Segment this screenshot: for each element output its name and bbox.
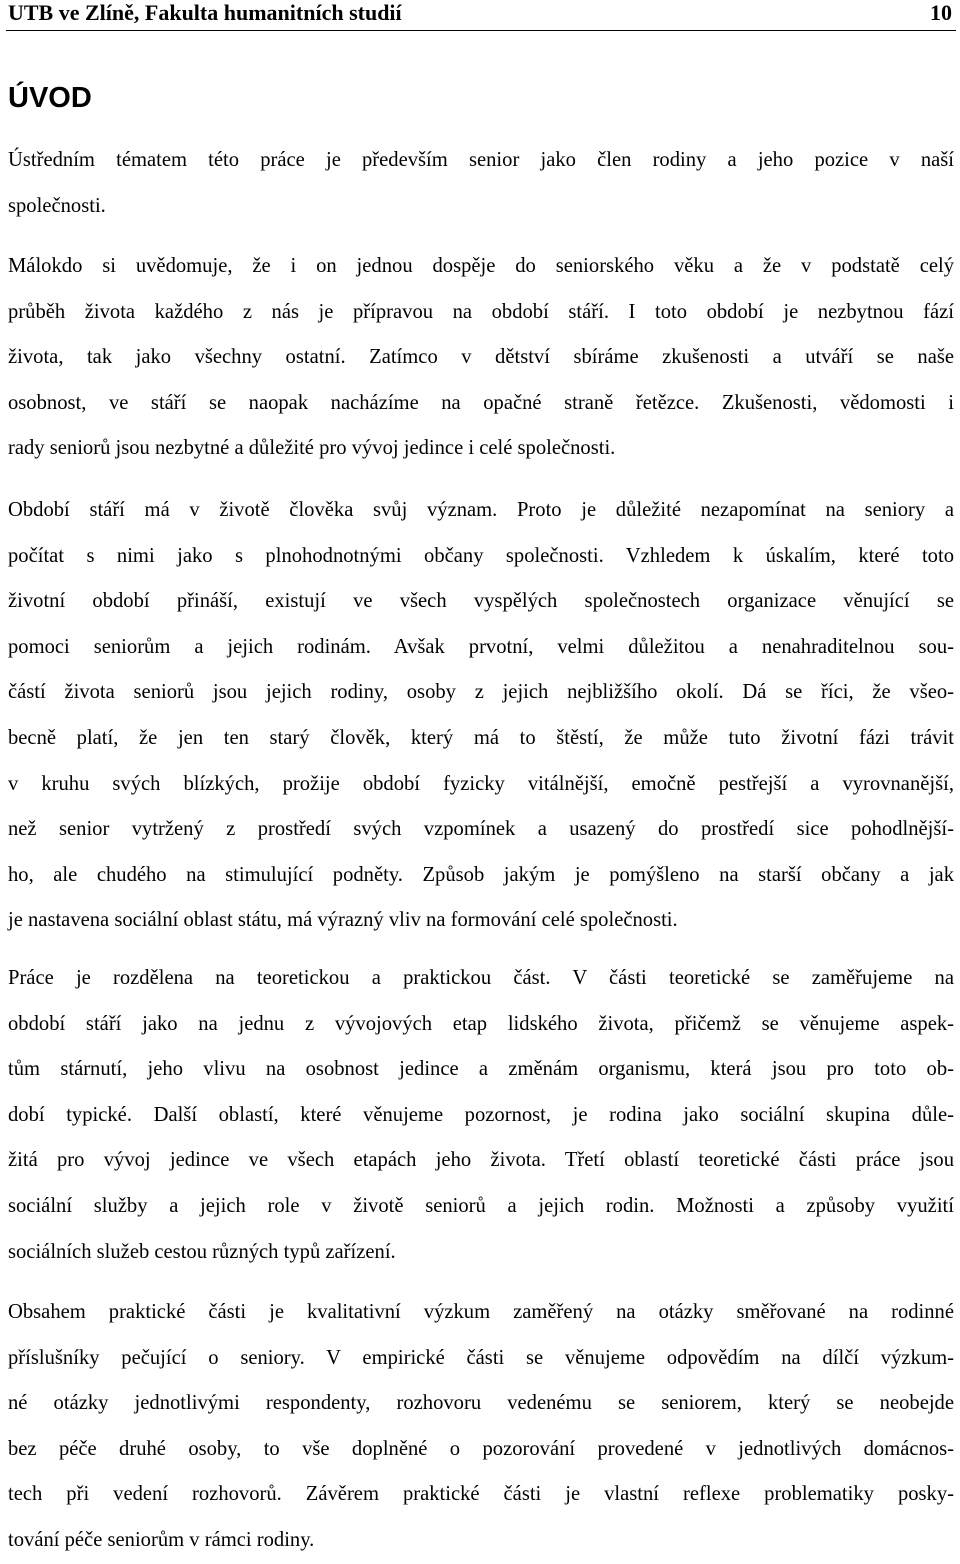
text-line: ho, ale chudého na stimulující podněty. Způsob jakým je pomýšleno na starší občany a jak [8,863,954,886]
text-line: tům stárnutí, jeho vlivu na osobnost jedince a změnám organismu, která jsou pro toto ob- [8,1058,954,1081]
text-line: života, tak jako všechny ostatní. Zatímco v dětství sbíráme zkušenosti a utváří se naše [8,346,954,369]
text-line: Období stáří má v životě člověka svůj význam. Proto je důležité nezapomínat na seniory a [8,499,954,521]
text-line: období stáří jako na jednu z vývojových etap lidského života, přičemž se věnujeme aspek- [8,1012,954,1035]
section-heading: ÚVOD [8,82,92,114]
text-line: becně platí, že jen ten starý člověk, který má to štěstí, že může tuto životní fázi trávit [8,726,954,749]
paragraph-5 [8,1290,954,1564]
paragraph-3 [8,488,954,944]
text-line: tování péče seniorům v rámci rodiny. [8,1528,315,1551]
header-title: UTB ve Zlíně, Fakulta humanitních studií [8,0,402,25]
text-line: tech při vedení rozhovorů. Závěrem praktické části je vlastní reflexe problematiky posky- [8,1483,954,1506]
paragraph-2 [8,244,954,472]
page-number: 10 [930,0,952,25]
text-line: žitá pro vývoj jedince ve všech etapách jeho života. Třetí oblastí teoretické části práce jsou [8,1149,954,1172]
text-line: společnosti. [8,194,106,217]
text-line: je nastavena sociální oblast státu, má výrazný vliv na formování celé společnosti. [8,909,678,932]
text-line: dobí typické. Další oblastí, které věnujeme pozornost, je rodina jako sociální skupina důle- [8,1103,954,1126]
text-line: pomoci seniorům a jejich rodinám. Avšak prvotní, velmi důležitou a nenahraditelnou sou- [8,635,954,658]
text-line: sociálních služeb cestou různých typů zařízení. [8,1240,396,1263]
page-header [6,0,956,31]
text-line: životní období přináší, existují ve všech vyspělých společnostech organizace věnující se [8,590,954,613]
text-line: než senior vytržený z prostředí svých vzpomínek a usazený do prostředí sice pohodlnější- [8,818,954,841]
paragraph-4 [8,956,954,1275]
text-line: částí života seniorů jsou jejich rodiny, osoby z jejich nejbližšího okolí. Dá se říci, že všeo- [8,681,954,704]
text-line: Ústředním tématem této práce je především senior jako člen rodiny a jeho pozice v naší [8,149,954,171]
text-line: průběh života každého z nás je přípravou na období stáří. I toto období je nezbytnou fází [8,300,954,323]
text-line: Málokdo si uvědomuje, že i on jednou dospěje do seniorského věku a že v podstatě celý [8,255,954,277]
text-line: Práce je rozdělena na teoretickou a praktickou část. V části teoretické se zaměřujeme na [8,967,954,989]
text-line: osobnost, ve stáří se naopak nacházíme na opačné straně řetězce. Zkušenosti, vědomosti i [8,391,954,414]
text-line: né otázky jednotlivými respondenty, rozhovoru vedenému se seniorem, který se neobejde [8,1392,954,1415]
text-line: sociální služby a jejich role v životě seniorů a jejich rodin. Možnosti a způsoby využití [8,1194,954,1217]
text-line: Obsahem praktické části je kvalitativní výzkum zaměřený na otázky směřované na rodinné [8,1301,954,1323]
text-line: v kruhu svých blízkých, prožije období fyzicky vitálnější, emočně pestřejší a vyrovnanější, [8,772,954,795]
text-line: příslušníky pečující o seniory. V empirické části se věnujeme odpovědím na dílčí výzkum- [8,1346,954,1369]
text-line: bez péče druhé osoby, to vše doplněné o pozorování provedené v jednotlivých domácnos- [8,1437,954,1460]
text-line: počítat s nimi jako s plnohodnotnými občany společnosti. Vzhledem k úskalím, které toto [8,544,954,567]
paragraph-1 [8,138,954,229]
text-line: rady seniorů jsou nezbytné a důležité pro vývoj jedince i celé společnosti. [8,437,616,460]
